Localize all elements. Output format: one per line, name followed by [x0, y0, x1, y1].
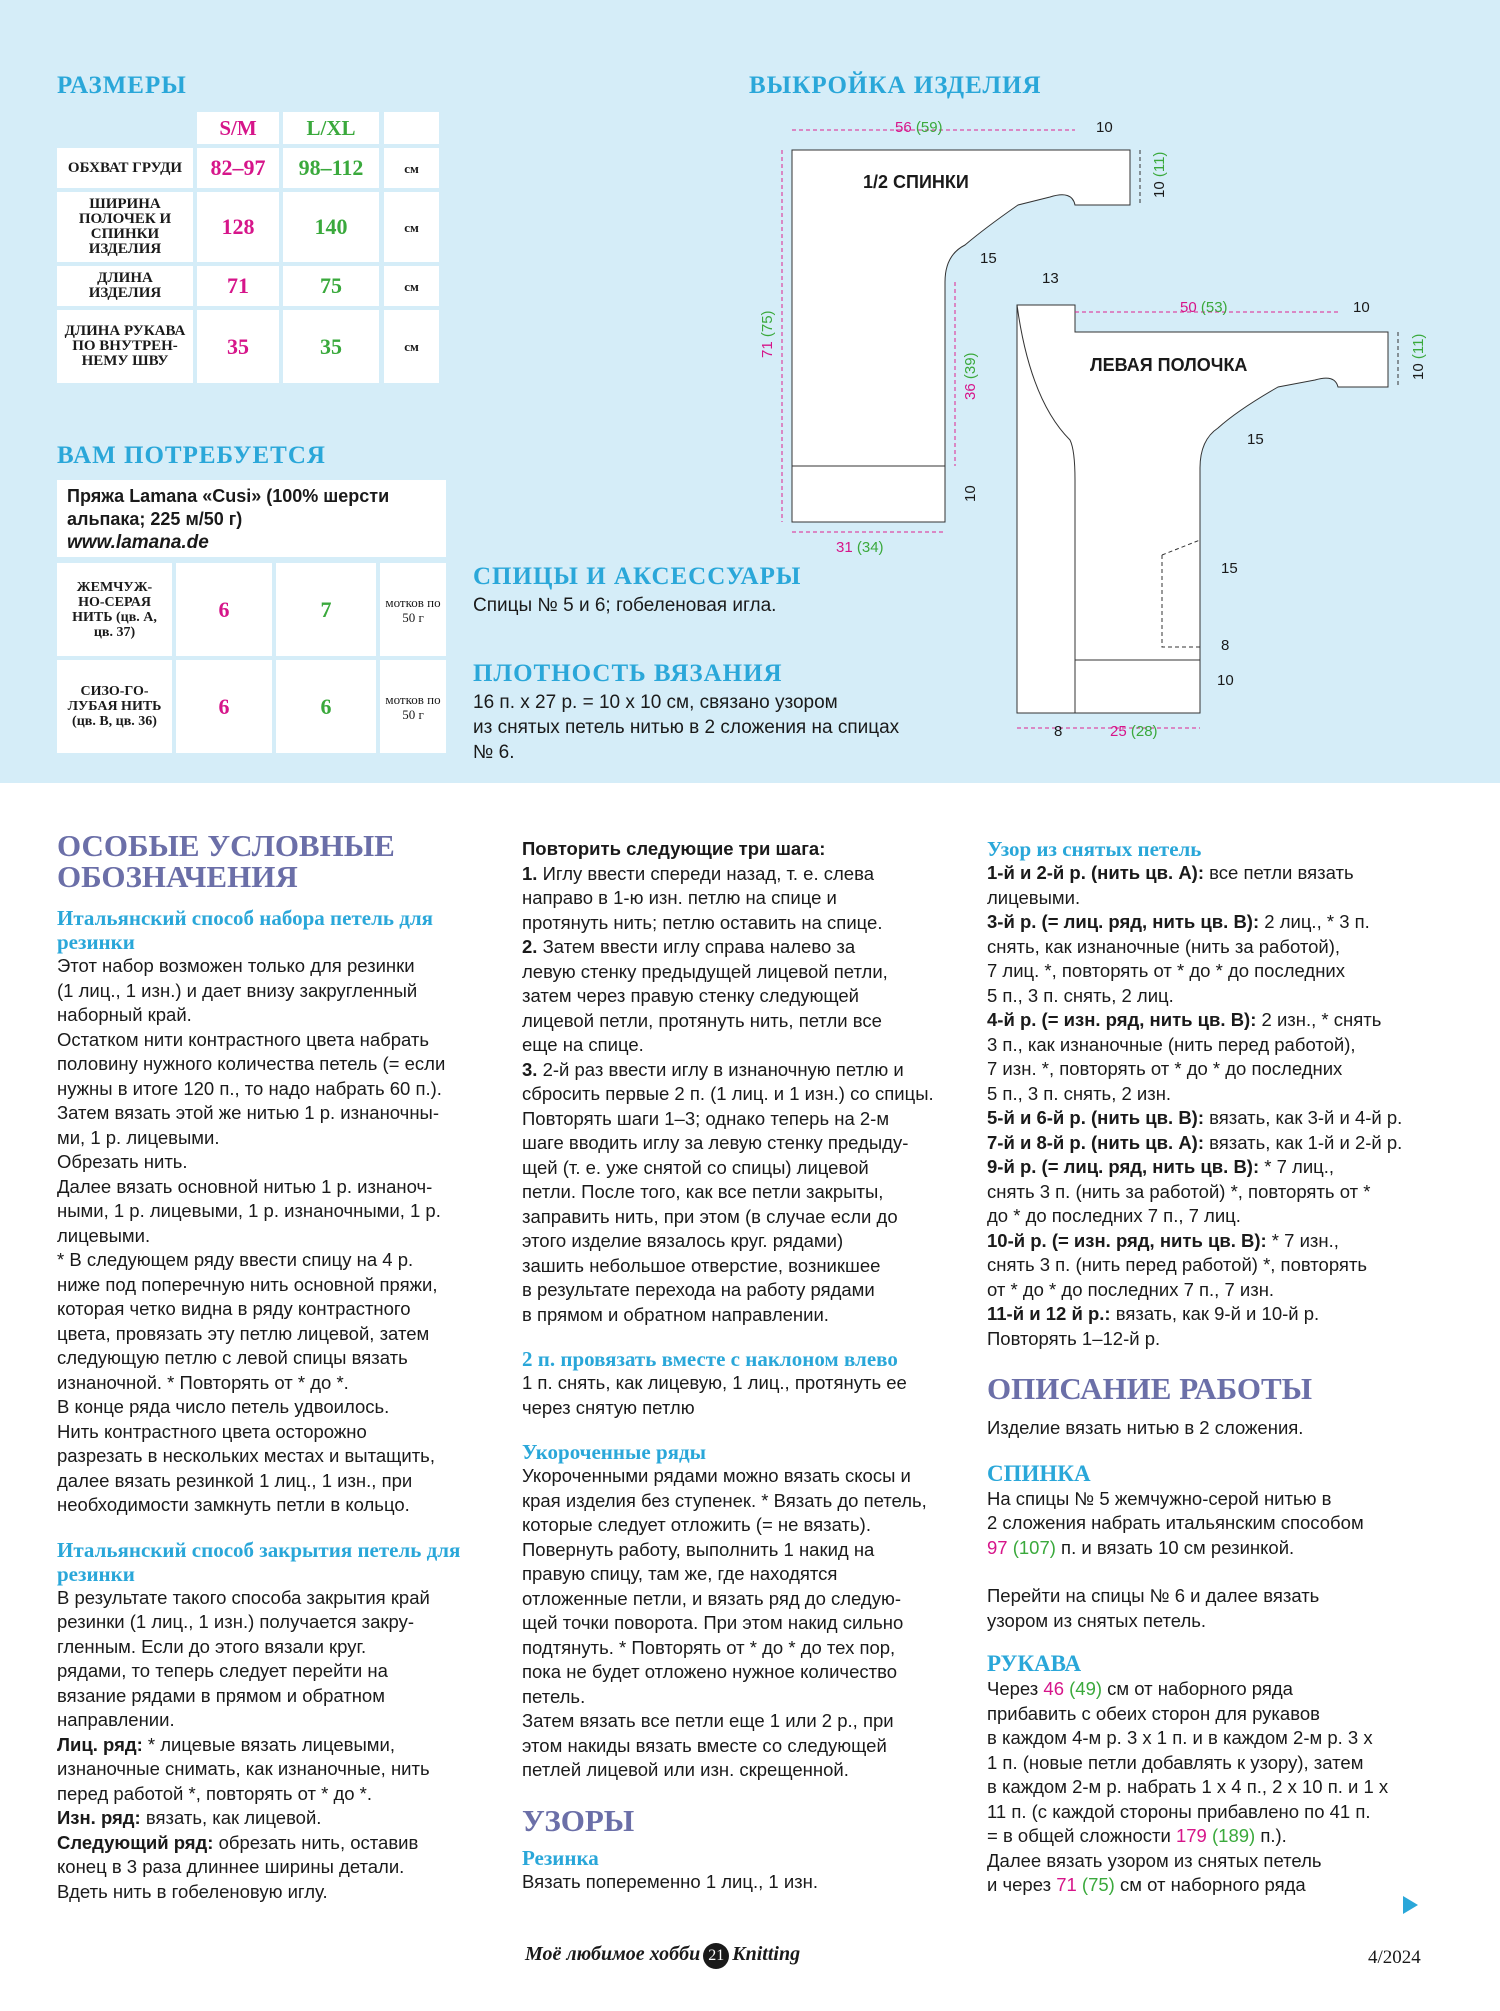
pattern-diagram — [0, 0, 1500, 783]
size-header-sm: S/M — [197, 112, 279, 144]
size-unit: см — [384, 310, 439, 383]
dim-label: 8 — [1054, 723, 1063, 740]
section-heading: УЗОРЫ — [522, 1802, 635, 1838]
size-unit: см — [384, 266, 439, 306]
dim-label: 10 (11) — [1410, 333, 1427, 380]
skeins-lxl: 7 — [276, 563, 376, 656]
skeins-sm: 6 — [176, 563, 272, 656]
page-number: 21 — [703, 1943, 729, 1969]
accessories-text: Спицы № 5 и 6; гобеленовая игла. — [473, 595, 777, 616]
paragraph: 1. Иглу ввести спереди назад, т. е. слева направо в 1-ю изн. петлю на спице и протянуть нить; петлю оставить на спице. 2. Затем ввести иглу справа налево за левую стенку предыдущей лицевой петли, затем через правую стенку следующей лицевой петли, протянуть нить, петли все еще на спице. 3. 2-й раз ввести иглу в изнаночную петлю и сбросить первые 2 п. (1 лиц. и 1 изн.) со спицы. Повторять шаги 1–3; однако теперь на 2-м шаге вводить иглу за левую стенку предыду- щей (т. е. уже снятой со спицы) лицевой петли. После того, как все петли закрыты, заправить нить, при этом (в случае если до этого изделие вязалось круг. рядами) зашить небольшое отверстие, возникшее в результате перехода на работу рядами в прямом и обратном направлении. — [522, 862, 934, 1325]
paragraph: Через 46 (49) см от наборного ряда прибавить с обеих сторон для рукавов в каждом 4-м р. 3 х 1 п. и в каждом 2-м р. 3 х 1 п. (новые петли добавлять к узору), затем в каждом 2-м р. набрать 1 х 4 п., 2 х 10 п. и 1 х 11 п. (с каждой стороны прибавлено по 41 п. = в общей сложности 179 (189) п.). Далее вязать узором из снятых петель и через 71 (75) см от наборного ряда — [987, 1678, 1389, 1895]
paragraph: Изделие вязать нитью в 2 сложения. — [987, 1417, 1304, 1438]
size-value-lxl: 140 — [283, 192, 379, 262]
yarn-color-label: СИЗО-ГО-ЛУБАЯ НИТЬ (цв. В, цв. 36) — [57, 660, 172, 753]
column-2 — [522, 837, 972, 1894]
paragraph: 1 п. снять, как лицевую, 1 лиц., протянуть ее через снятую петлю — [522, 1372, 907, 1418]
materials-title: ВАМ ПОТРЕБУЕТСЯ — [57, 442, 326, 469]
column-3 — [987, 837, 1437, 1898]
dim-label: 10 — [962, 485, 979, 502]
sizes-title: РАЗМЕРЫ — [57, 72, 187, 99]
skeins-unit: мотков по 50 г — [380, 660, 446, 753]
dim-label: 10 — [1217, 672, 1234, 689]
dim-label: 71 (75) — [759, 310, 776, 358]
skeins-sm: 6 — [176, 660, 272, 753]
dim-label: 31 (34) — [836, 539, 884, 556]
yarn-url[interactable]: www.lamana.de — [67, 532, 209, 553]
paragraph: 1-й и 2-й р. (нить цв. А): все петли вязать лицевыми. 3-й р. (= лиц. ряд, нить цв. В): 2 лиц., * 3 п. снять, как изнаночные (нить за работой), 7 лиц. *, повторять от * до * до последних 5 п., 3 п. снять, 2 лиц. 4-й р. (= изн. ряд, нить цв. В): 2 изн., * снять 3 п., как изнаночные (нить перед работой), 7 изн. *, повторять от * до * до последних 5 п., 3 п. снять, 2 изн. 5-й и 6-й р. (нить цв. В): вязать, как 3-й и 4-й р. 7-й и 8-й р. (нить цв. А): вязать, как 1-й и 2-й р. 9-й р. (= лиц. ряд, нить цв. В): * 7 лиц., снять 3 п. (нить за работой) *, повторять от * до * до последних 7 п., 7 лиц. 10-й р. (= изн. ряд, нить цв. В): * 7 изн., снять 3 п. (нить перед работой) *, повторять от * до * до последних 7 п., 7 изн. 11-й и 12 й р.: вязать, как 9-й и 10-й р. Повторять 1–12-й р. — [987, 862, 1403, 1349]
size-value-sm: 82–97 — [197, 148, 279, 188]
subheading: Узор из снятых петель — [987, 837, 1202, 861]
magazine-name: Моё любимое хобби — [525, 1943, 701, 1965]
section-name: Knitting — [732, 1943, 801, 1965]
yarn-color-label: ЖЕМЧУЖ-НО-СЕРАЯ НИТЬ (цв. А, цв. 37) — [57, 563, 172, 656]
size-row-label: ДЛИНА ИЗДЕЛИЯ — [57, 266, 193, 306]
skeins-lxl: 6 — [276, 660, 376, 753]
size-value-lxl: 35 — [283, 310, 379, 383]
accessories-title: СПИЦЫ И АКСЕССУАРЫ — [473, 563, 802, 590]
subheading: Укороченные ряды — [522, 1440, 707, 1464]
size-row-label: ДЛИНА РУКАВА ПО ВНУТРЕН-НЕМУ ШВУ — [57, 310, 193, 383]
column-1 — [57, 830, 502, 1904]
back-piece-title: 1/2 СПИНКИ — [863, 172, 969, 192]
section-heading: ОСОБЫЕ УСЛОВНЫЕ ОБОЗНАЧЕНИЯ — [57, 828, 395, 894]
dim-label: 15 — [1221, 560, 1238, 577]
dim-label: 10 (11) — [1151, 151, 1168, 198]
front-piece-title: ЛЕВАЯ ПОЛОЧКА — [1090, 355, 1248, 375]
size-value-sm: 35 — [197, 310, 279, 383]
yarn-line: Пряжа Lamana «Cusi» (100% шерсти — [67, 486, 390, 506]
dim-label: 10 — [1353, 299, 1370, 316]
dim-label: 15 — [1247, 431, 1264, 448]
gauge-text: 16 п. х 27 р. = 10 х 10 см, связано узором из снятых петель нитью в 2 сложения на спицах № 6. — [473, 692, 900, 763]
continue-arrow-icon — [1403, 1896, 1418, 1914]
dim-label: 10 — [1096, 119, 1113, 136]
section-heading: ОПИСАНИЕ РАБОТЫ — [987, 1371, 1313, 1406]
pattern-title: ВЫКРОЙКА ИЗДЕЛИЯ — [749, 72, 1042, 99]
paragraph: На спицы № 5 жемчужно-серой нитью в 2 сложения набрать итальянским способом 97 (107) п. и вязать 10 см резинкой. Перейти на спицы № 6 и далее вязать узором из снятых петель. — [987, 1487, 1364, 1631]
paragraph: В результате такого способа закрытия край резинки (1 лиц., 1 изн.) получается закру- гленным. Если до этого вязали круг. рядами, то теперь следует перейти на вязание рядами в прямом и обратном направлении. Лиц. ряд: * лицевые вязать лицевыми, изнаночные снимать, как изнаночные, нить перед работой *, повторять от * до *. Изн. ряд: вязать, как лицевой. Следующий ряд: обрезать нить, оставив конец в 3 раза длиннее ширины детали. Вдеть нить в гобеленовую иглу. — [57, 1586, 430, 1902]
dim-label: 50 (53) — [1180, 299, 1228, 316]
size-row-label: ОБХВАТ ГРУДИ — [57, 148, 193, 188]
size-value-sm: 128 — [197, 192, 279, 262]
subheading: Итальянский способ набора петель для резинки — [57, 906, 434, 954]
dim-label: 15 — [980, 250, 997, 267]
size-value-lxl: 75 — [283, 266, 379, 306]
size-value-lxl: 98–112 — [283, 148, 379, 188]
issue-number: 4/2024 — [1368, 1947, 1421, 1968]
subheading: 2 п. провязать вместе с наклоном влево — [522, 1347, 898, 1371]
dim-label: 13 — [1042, 270, 1059, 287]
size-unit: см — [384, 148, 439, 188]
dim-label: 25 (28) — [1110, 723, 1158, 740]
subheading: РУКАВА — [987, 1651, 1082, 1676]
repeat-heading: Повторить следующие три шага: — [522, 838, 826, 859]
subheading: Резинка — [522, 1845, 599, 1870]
dim-label: 36 (39) — [962, 352, 979, 400]
size-header-lxl: L/XL — [283, 112, 379, 144]
skeins-unit: мотков по 50 г — [380, 563, 446, 656]
dim-label: 8 — [1221, 637, 1230, 654]
subheading: СПИНКА — [987, 1460, 1091, 1486]
size-row-label: ШИРИНА ПОЛОЧЕК И СПИНКИ ИЗДЕЛИЯ — [57, 192, 193, 262]
yarn-line: альпака; 225 м/50 г) — [67, 509, 243, 529]
gauge-title: ПЛОТНОСТЬ ВЯЗАНИЯ — [473, 660, 783, 687]
footer-magazine — [525, 1943, 800, 1969]
paragraph: Этот набор возможен только для резинки (1 лиц., 1 изн.) и дает внизу закругленный наборный край. Остатком нити контрастного цвета набрать половину нужного количества петель (= если нужны в итоге 120 п., то надо набрать 60 п.). Затем вязать этой же нитью 1 р. изнаночны- ми, 1 р. лицевыми. Обрезать нить. Далее вязать основной нитью 1 р. изнаноч- ными, 1 р. лицевыми, 1 р. изнаночными, 1 р. лицевыми. * В следующем ряду ввести спицу на 4 р. ниже под поперечную нить основной пряжи, которая четко видна в ряду контрастного цвета, провязать эту петлю лицевой, затем следующую петлю с левой спицы вязать изнаночной. * Повторять от * до *. В конце ряда число петель удвоилось. Нить контрастного цвета осторожно разрезать в нескольких местах и вытащить, далее вязать резинкой 1 лиц., 1 изн., при необходимости замкнуть петли в кольцо. — [57, 955, 446, 1515]
dim-label: 56 (59) — [895, 119, 943, 136]
paragraph: Вязать попеременно 1 лиц., 1 изн. — [522, 1870, 818, 1892]
subheading: Итальянский способ закрытия петель для резинки — [57, 1537, 461, 1586]
size-unit: см — [384, 192, 439, 262]
paragraph: Укороченными рядами можно вязать скосы и края изделия без ступенек. * Вязать до петель, которые следует отложить (= не вязать). Повернуть работу, выполнить 1 накид на правую спицу, там же, где находятся отложенные петли, и вязать ряд до следую- щей точки поворота. При этом накид сильно подтянуть. * Повторять от * до * до тех пор, пока не будет отложено нужное количество петель. Затем вязать все петли еще 1 или 2 р., при этом накиды вязать вместе со следующей петлей лицевой или изн. скрещенной. — [522, 1465, 927, 1780]
size-value-sm: 71 — [197, 266, 279, 306]
